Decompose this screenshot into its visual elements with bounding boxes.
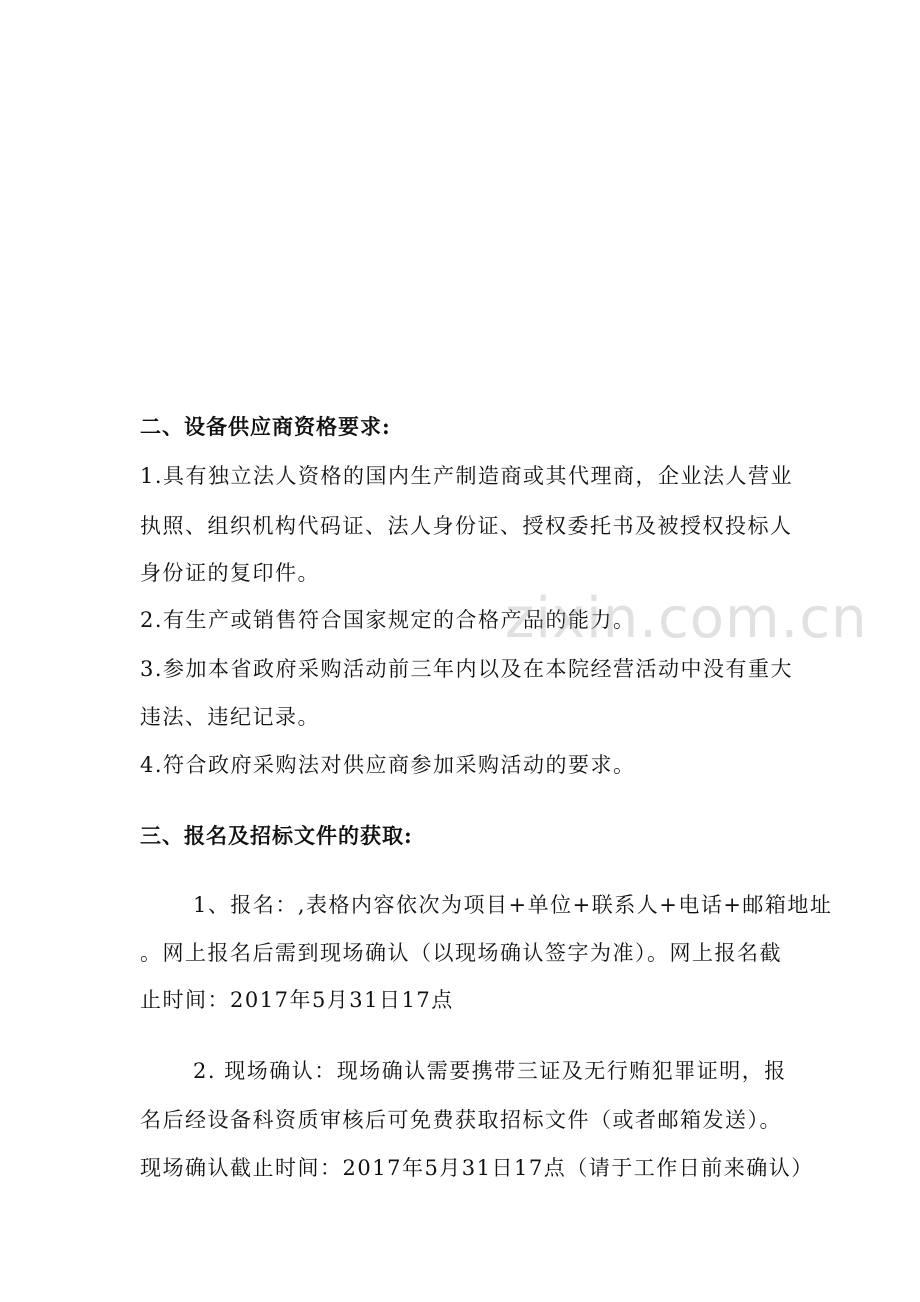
section-2-heading: 二、设备供应商资格要求: (140, 414, 391, 439)
onsite-confirmation-line-2: 名后经设备科资质审核后可免费获取招标文件（或者邮箱发送）。 (140, 1108, 782, 1132)
requirement-2: 2.有生产或销售符合国家规定的合格产品的能力。 (140, 608, 636, 632)
onsite-confirmation-line-3: 现场确认截止时间：2017年5月31日17点（请于工作日前来确认） (140, 1156, 814, 1180)
requirement-1-line-1: 1.具有独立法人资格的国内生产制造商或其代理商，企业法人营业 (140, 464, 794, 488)
requirement-1-line-2: 执照、组织机构代码证、法人身份证、授权委托书及被授权投标人 (140, 514, 793, 538)
section-3-heading: 三、报名及招标文件的获取: (140, 823, 413, 848)
requirement-4: 4.符合政府采购法对供应商参加采购活动的要求。 (140, 753, 636, 777)
requirement-3-line-2: 违法、违纪记录。 (140, 705, 320, 729)
registration-paragraph-line-3: 止时间：2017年5月31日17点 (140, 988, 454, 1012)
registration-paragraph-line-2: 。网上报名后需到现场确认（以现场确认签字为准）。网上报名截 (140, 941, 782, 965)
requirement-3-line-1: 3.参加本省政府采购活动前三年内以及在本院经营活动中没有重大 (140, 657, 794, 681)
watermark: zixin.com.cn (505, 586, 868, 651)
onsite-confirmation-line-1: 2. 现场确认：现场确认需要携带三证及无行贿犯罪证明，报 (193, 1059, 787, 1083)
registration-paragraph-line-1: 1、报名：,表格内容依次为项目+单位+联系人+电话+邮箱地址 (193, 893, 833, 917)
requirement-1-line-3: 身份证的复印件。 (140, 561, 320, 585)
